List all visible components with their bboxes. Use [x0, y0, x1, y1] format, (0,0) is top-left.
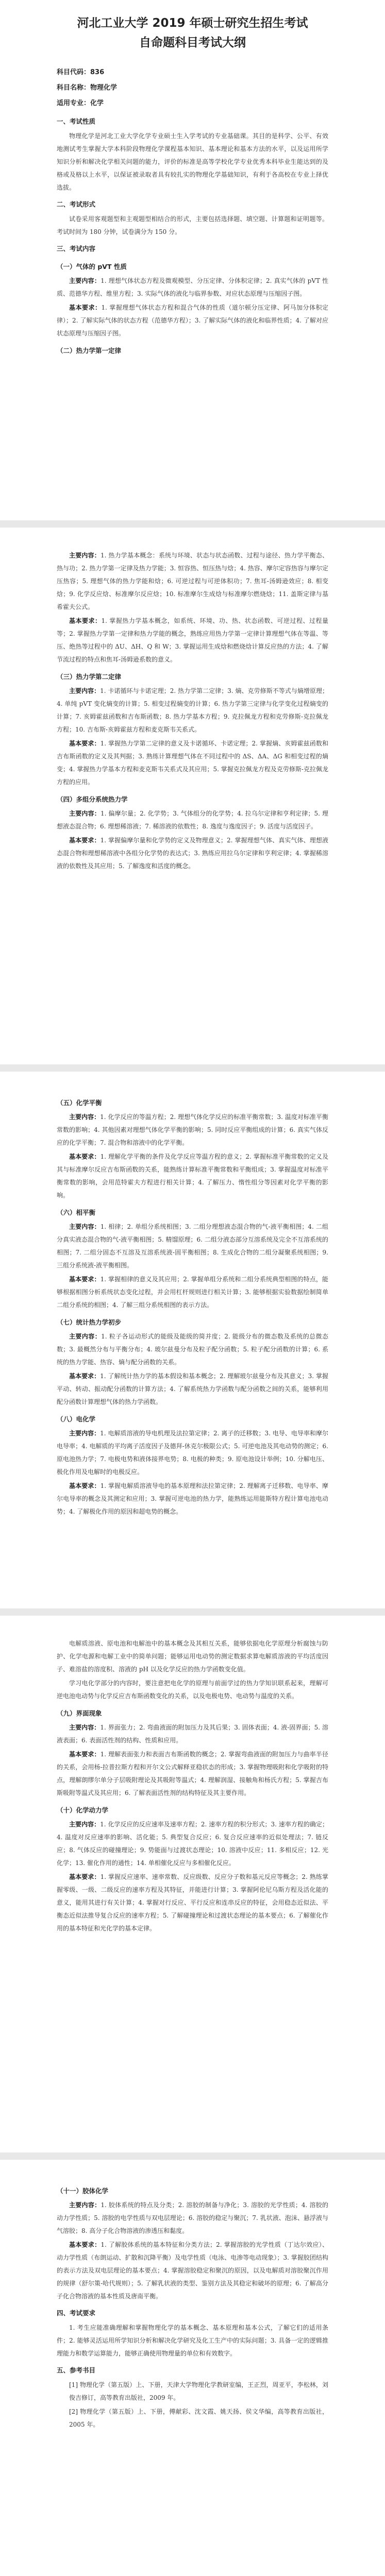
chapter-heading: （二）热力学第一定律 [57, 347, 122, 354]
paragraph-body: 1. 理解表面张力和表面吉布斯函数的概念；2. 掌握弯曲液面的附加压力与曲率半径的关系，会用杨-拉普拉斯方程和开尔文公式解释亚稳状态的形成；3. 掌握物理吸附和化学吸附的特点，理解朗缪尔单分子层吸附理论及其吸附等温式；4. 理解润湿、接触角和杨氏方程；5. 掌握吉布斯吸附等温式及其应用；6. 了解表面活性剂的结构特征及其主要作用。 [57, 1751, 328, 1797]
paragraph-lead: 主要内容： [69, 1430, 101, 1437]
paragraph [57, 807, 328, 833]
paragraph: 1. 考生应能准确理解和掌握物理化学的基本概念、基本原理和基本公式，了解它们的适用条件；2. 能够灵活运用所学知识分析和解决化学研究及化工生产中的实际问题；3. 具备一定的逻辑推理能力和数学运算能力，能够正确使用物理量的单位和有效数字。 [57, 2324, 328, 2357]
paragraph: 学习电化学部分的内容时，要注意把电化学的原理与前面学过的热力学知识联系起来，理解可逆电池电动势与化学反应吉布斯函数变化的关系，以及电极电势、电动势与温度的关系。 [57, 1680, 328, 1700]
paragraph-lead: 主要内容： [69, 687, 101, 694]
paragraph [57, 2239, 328, 2303]
paragraph-body: 1. 胶体系统的特点及分类；2. 溶胶的制备与净化；3. 溶胶的光学性质；4. 溶胶的动力学性质；5. 溶胶的电学性质与双电层理论；6. 溶胶的稳定与聚沉；7. 乳状液、泡沫、悬浮液与气溶胶；8. 高分子化合物溶液的渗透压和黏度。 [57, 2201, 328, 2234]
chapter-heading: （十一）胶体化学 [57, 2187, 109, 2195]
paragraph-body: 1. 卡诺循环与卡诺定理；2. 热力学第二定律；3. 熵、克劳修斯不等式与熵增原理；4. 单纯 pVT 变化熵变的计算；5. 相变过程熵变的计算；6. 热力学第三定律与化学变化过程熵变的计算；7. 亥姆霍兹函数和吉布斯函数；8. 热力学基本方程；9. 克拉佩龙方程和克劳修斯-克拉佩龙方程；10. 吉布斯-亥姆霍兹方程和麦克斯韦关系式。 [57, 687, 328, 733]
paragraph: 电解质溶液、原电池和电解池中的基本概念及其相互关系，能够依据电化学原理分析腐蚀与防护、化学电源和电解工业中的简单问题；能够运用电动势的测定数据求算电解质溶液的平均活度因子、难溶盐的溶度积、溶液的 pH 以及化学反应的热力学函数变化值。 [57, 1640, 328, 1673]
paragraph-body: 1. 掌握热力学第二定律的意义及卡诺循环、卡诺定理；2. 掌握熵、亥姆霍兹函数和吉布斯函数的定义及其判据；3. 熟练计算理想气体在不同过程中的 ΔS、ΔA、ΔG 和相变过程的熵变；4. 掌握热力学基本方程和麦克斯韦关系式及其应用；5. 掌握克拉佩龙方程及克劳修斯-克拉佩龙方程的应用。 [57, 740, 328, 786]
paragraph-body: 1. 理想气体状态方程及微观模型、分压定律、分体积定律；2. 真实气体的 pVT 性质、范德华方程、维里方程；3. 实际气体的液化与临界参数、对应状态原理与压缩因子图。 [57, 277, 328, 297]
paragraph-lead: 基本要求： [69, 837, 101, 844]
chapter-heading: （六）相平衡 [57, 1209, 96, 1216]
paragraph-body: 1. 粒子各运动形式的能级及能级的简并度；2. 能级分布的微态数及系统的总微态数；3. 最概然分布与平衡分布；4. 玻尔兹曼分布及粒子配分函数；5. 粒子配分函数的计算；6. 系统的热力学能、热容、熵与配分函数的关系。 [57, 1333, 328, 1366]
paragraph: 物理化学是河北工业大学化学专业硕士生入学考试的专业基础课。其目的是科学、公平、有效地测试考生掌握大学本科阶段物理化学课程基本知识、基本理论和基本方法的水平，以及运用所学知识分析和解决化学相关问题的能力，评价的标准是高等学校化学专业优秀本科毕业生能达到的及格或及格以上水平，以保证被录取者具有较扎实的物理化学基础知识，有利于各高校在专业上择优选拔。 [57, 132, 328, 191]
doc-title-line-2: 自命题科目考试大纲 [139, 36, 246, 49]
paragraph-lead: 基本要求： [69, 1372, 101, 1380]
paragraph [57, 1818, 328, 1870]
paragraph-body: 1. 掌握偏摩尔量和化学势的定义及物理意义；2. 掌握理想气体、真实气体、理想液态混合物和理想稀溶液中各组分化学势的表达式；3. 熟练应用拉乌尔定律和亨利定律；4. 掌握稀溶液的依数性及其应用；5. 了解逸度和活度的概念。 [57, 837, 328, 870]
section-heading: 三、考试内容 [57, 245, 96, 252]
paragraph [57, 1480, 328, 1518]
subject-name: 科目名称：物理化学 [57, 84, 118, 92]
paragraph [57, 1748, 328, 1800]
chapter-heading: （七）统计热力学初步 [57, 1318, 122, 1326]
paragraph [57, 685, 328, 736]
chapter-heading: （一）气体的 pVT 性质 [57, 263, 127, 270]
paragraph [57, 1427, 328, 1479]
paragraph-body: 1. 相律；2. 单组分系统相图；3. 二组分理想液态混合物的气-液平衡相图；4. 二组分真实液态混合物的气-液平衡相图；5. 精馏原理；6. 二组分液态部分互溶系统及完全不互溶系统的相图；7. 二组分固态不互溶及互溶系统液-固平衡相图；8. 生成化合物的二组分凝聚系统相图；9. 三组分系统液-液平衡相图。 [57, 1223, 328, 1269]
paragraph-body: 1. 理解化学平衡的条件及化学反应等温方程的意义；2. 掌握标准平衡常数的定义及其与标准摩尔反应吉布斯函数的关系，能熟练计算标准平衡常数和平衡组成；3. 掌握温度对标准平衡常数的影响，会用范特霍夫方程进行相关计算；4. 了解压力、惰性组分等因素对化学平衡的影响。 [57, 1153, 328, 1199]
paragraph-body: 1. 掌握电解质溶液导电的基本原理和法拉第定律；2. 理解离子迁移数、电导率、摩尔电导率的概念及其测定和应用；3. 掌握可逆电池的热力学，能熟练运用能斯特方程计算电池电动势；4. 了解极化作用的原因和超电势的概念。 [57, 1482, 328, 1515]
paragraph [57, 301, 328, 340]
chapter-heading: （九）界面现象 [57, 1709, 102, 1717]
paragraph-body: 1. 化学反应的等温方程；2. 理想气体化学反应的标准平衡常数；3. 温度对标准平衡常数的影响；4. 其他因素对理想气体化学平衡的影响；5. 同时反应平衡组成的计算；6. 真实气体反应的化学平衡；7. 混合物和溶液中的化学平衡。 [57, 1113, 328, 1146]
section-heading: 二、考试形式 [57, 200, 96, 208]
paragraph [57, 615, 328, 666]
paragraph [57, 1370, 328, 1409]
paragraph-lead: 基本要求： [69, 1751, 101, 1758]
paragraph [57, 2199, 328, 2238]
chapter-heading: （四）多组分系统热力学 [57, 795, 128, 803]
reference-item: [2] 物理化学（第五版）上、下册，傅献彩、沈文霞、姚天扬、侯文华编，高等教育出版社，2005 年。 [69, 2408, 328, 2428]
paragraph-lead: 基本要求： [69, 740, 101, 747]
chapter-heading: （八）电化学 [57, 1415, 96, 1423]
subject-code: 科目代码：836 [57, 69, 105, 76]
chapter-heading: （三）热力学第二定律 [57, 673, 122, 681]
paragraph [57, 1273, 328, 1312]
paragraph-lead: 基本要求： [69, 304, 102, 311]
chapter-heading: （十）化学动力学 [57, 1806, 109, 1814]
paragraph-body: 1. 掌握反应速率、速率常数、反应级数、反应分子数和基元反应等概念；2. 熟练掌握零级、一级、二级反应的速率方程及其特征，并能进行计算；3. 掌握阿伦尼乌斯方程及活化能的意义，能用其进行有关计算；4. 掌握对行反应、平行反应和连串反应的特征，会用稳态近似法、平衡态近似法推导复合反应的速率方程；5. 了解碰撞理论和过渡状态理论的基本要点；6. 了解催化作用的基本特征和光化学的基本定律。 [57, 1873, 328, 1932]
page-4 [0, 1616, 385, 2153]
paragraph-body: 1. 化学反应的反应速率及速率方程；2. 速率方程的积分形式；3. 速率方程的确定；4. 温度对反应速率的影响、活化能；5. 典型复合反应；6. 复合反应速率的近似处理法；7. 链反应；8. 气体反应的碰撞理论；9. 势能面与过渡状态理论；10. 溶液中反应；11. 多相反应；12. 光化学；13. 催化作用的通性；14. 单相催化反应与多相催化反应。 [57, 1821, 328, 1867]
paragraph [57, 549, 328, 614]
paragraph-body: 1. 掌握热力学基本概念，如系统、环境、功、热、状态函数、可逆过程、过程量等；2. 掌握热力学第一定律和热力学能的概念，熟练应用热力学第一定律计算理想气体在等温、等压、绝热等过程中的 ΔU、ΔH、Q 和 W；3. 掌握运用生成焓和燃烧焓计算反应热的方法；4. 了解节流过程的特点和焦耳-汤姆逊系数的意义。 [57, 617, 328, 663]
page-2 [0, 528, 385, 1064]
paragraph [57, 275, 328, 300]
paragraph [57, 834, 328, 873]
doc-title-line-1: 河北工业大学 2019 年硕士研究生招生考试 [77, 16, 308, 30]
chapter-heading: （五）化学平衡 [57, 1099, 102, 1107]
page-5 [0, 2160, 385, 2576]
paragraph-lead: 基本要求： [69, 1276, 101, 1283]
paragraph-lead: 基本要求： [69, 2241, 101, 2248]
meta-block [57, 65, 328, 111]
paragraph [57, 1721, 328, 1747]
paragraph-lead: 主要内容： [69, 1223, 101, 1230]
paragraph-lead: 基本要求： [69, 1482, 101, 1489]
paragraph-lead: 主要内容： [69, 1724, 101, 1731]
paragraph-body: 1. 电解质溶液的导电机理及法拉第定律；2. 离子的迁移数；3. 电导、电导率和摩尔电导率；4. 电解质的平均离子活度因子及德拜-休克尔极限公式；5. 可逆电池及其电动势的测定；6. 原电池热力学；7. 电极电势和液体接界电势；8. 电极的种类；9. 原电池设计举例；10. 分解电压、极化作用及电解时的电极反应。 [57, 1430, 328, 1476]
paragraph-body: 1. 掌握理想气体状态方程和混合气体的性质（道尔顿分压定律、阿马加分体积定律）；2. 了解实际气体的状态方程（范德华方程）；3. 了解实际气体的液化和临界性质；4. 了解对应状态原理与压缩因子图。 [57, 304, 328, 337]
paragraph-lead: 主要内容： [69, 552, 101, 559]
paragraph: 试卷采用客观题型和主观题型相结合的形式，主要包括选择题、填空题、计算题和证明题等。考试时间为 180 分钟，试卷满分为 150 分。 [57, 215, 328, 235]
paragraph-lead: 主要内容： [69, 1113, 101, 1121]
paragraph-body: 1. 了解胶体系统的基本特征和分类方法；2. 掌握溶胶的光学性质（丁达尔效应）、动力学性质（布朗运动、扩散和沉降平衡）及电学性质（电泳、电渗等电动现象）；3. 掌握胶团结构的表示方法及双电层理论的基本要点；4. 掌握溶胶稳定和聚沉的原因，以及电解质对溶胶聚沉作用的规律（舒尔策-哈代规则）；5. 了解乳状液的类型、鉴别方法及其稳定和破坏的原理；6. 了解高分子化合物溶液的基本性质及唐南平衡。 [57, 2241, 328, 2300]
paragraph-lead: 基本要求： [69, 1153, 101, 1160]
paragraph [57, 1330, 328, 1369]
paragraph-lead: 主要内容： [69, 810, 101, 817]
paragraph-body: 1. 了解统计热力学的基本假设和基本概念；2. 理解玻尔兹曼分布及其意义；3. 掌握平动、转动、振动配分函数的计算方法；4. 了解系统热力学函数与配分函数之间的关系，能够利用配分函数计算理想气体的热力学函数。 [57, 1372, 328, 1405]
paragraph [57, 737, 328, 789]
paragraph [57, 1111, 328, 1149]
paragraph [57, 1150, 328, 1202]
reference-item: [1] 物理化学（第五版）上、下册，天津大学物理化学教研室编，王正烈，周亚平，李松林，刘俊吉修订，高等教育出版社，2009 年。 [69, 2381, 328, 2401]
paragraph-body: 1. 掌握相律的意义及其应用；2. 掌握单组分系统和二组分系统典型相图的特点，能够根据相图分析系统状态变化过程，并会用杠杆规则进行相关计算；3. 能够根据实验数据绘制简单二组分系统的相图；4. 了解三组分系统相图的表示方法。 [57, 1276, 328, 1309]
section-heading: 五、参考书目 [57, 2366, 96, 2374]
applicable-major: 适用专业：化学 [57, 99, 104, 107]
paragraph-body: 1. 界面张力；2. 弯曲液面的附加压力及其后果；3. 固体表面；4. 液-固界面；5. 溶液表面；6. 表面活性剂的结构、性质和应用。 [57, 1724, 328, 1744]
paragraph-lead: 主要内容： [69, 2201, 101, 2209]
page-3 [0, 1072, 385, 1608]
paragraph-body: 1. 偏摩尔量；2. 化学势；3. 气体组分的化学势；4. 拉乌尔定律和亨利定律；5. 理想液态混合物；6. 理想稀溶液；7. 稀溶液的依数性；8. 逸度与逸度因子；9. 活度与活度因子。 [57, 810, 328, 830]
paragraph [57, 1871, 328, 1935]
paragraph-lead: 主要内容： [69, 1333, 102, 1340]
paragraph-lead: 主要内容： [69, 1821, 101, 1828]
paragraph-body: 1. 热力学基本概念：系统与环境、状态与状态函数、过程与途径、热力学平衡态、热与功；2. 热力学第一定律及热力学能；3. 恒容热、恒压热与焓；4. 热容、摩尔定容热容与摩尔定压热容；5. 理想气体的热力学能和焓；6. 可逆过程与可逆体积功；7. 焦耳-汤姆逊效应；8. 相变焓；9. 化学反应焓、标准摩尔反应焓；10. 标准摩尔生成焓与标准摩尔燃烧焓；11. 盖斯定律与基希霍夫公式。 [57, 552, 328, 611]
paragraph-lead: 基本要求： [69, 1873, 101, 1880]
section-heading: 四、考试要求 [57, 2309, 96, 2317]
paragraph [57, 1221, 328, 1272]
paragraph-lead: 主要内容： [69, 277, 101, 284]
section-heading: 一、考试性质 [57, 117, 96, 125]
paragraph-lead: 基本要求： [69, 617, 102, 624]
page-1 [0, 0, 385, 520]
title-block [57, 0, 328, 53]
